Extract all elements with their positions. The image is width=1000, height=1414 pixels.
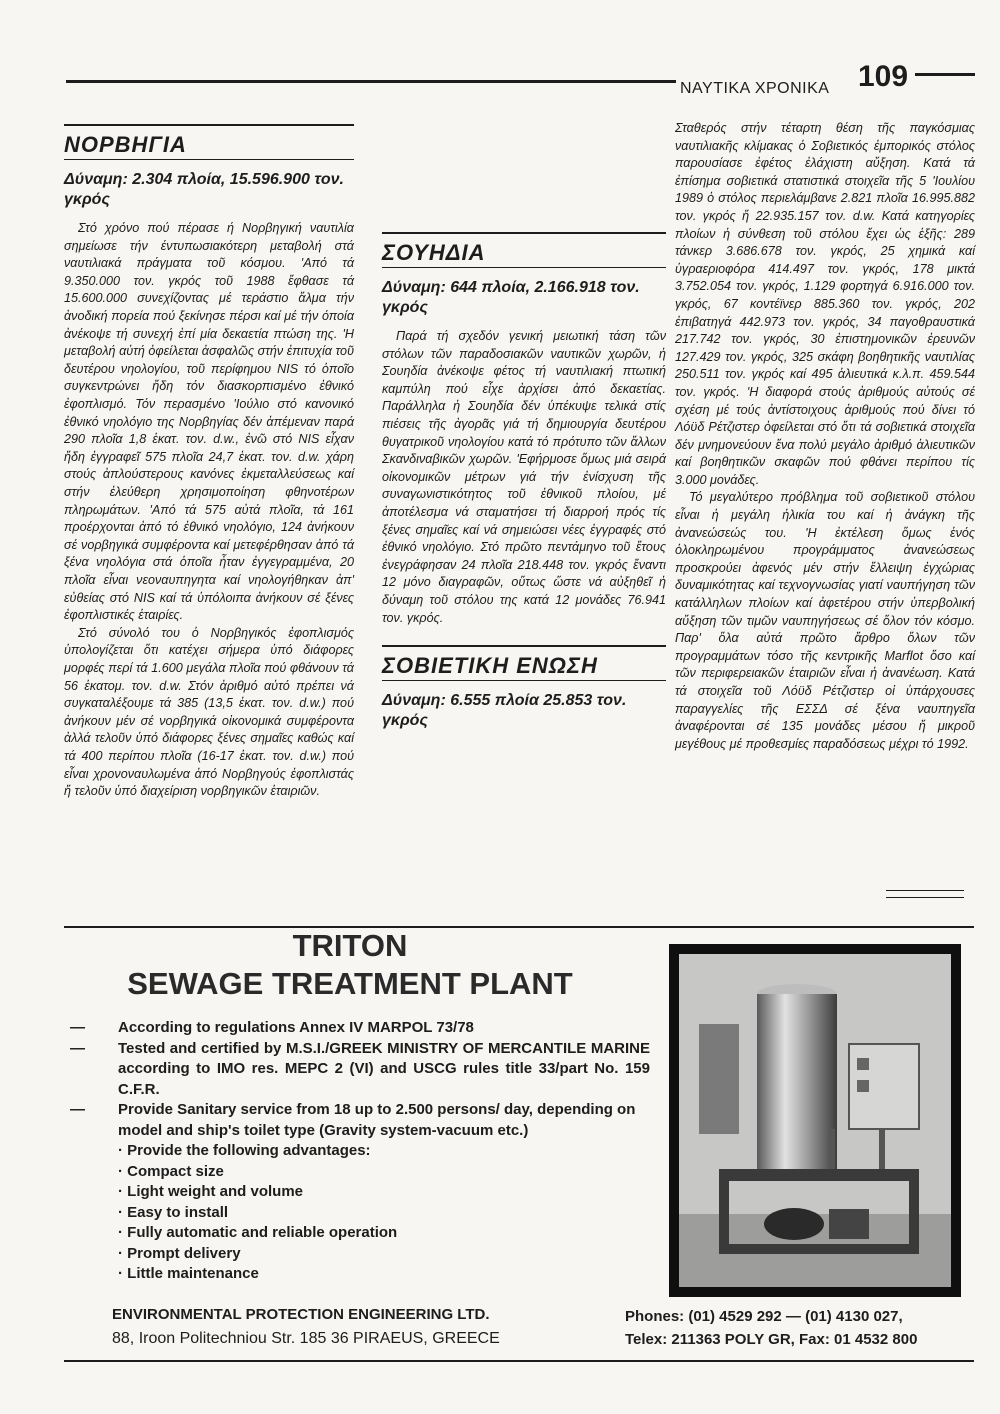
section-rule xyxy=(382,680,666,681)
product-photo xyxy=(669,944,961,1297)
section-rule xyxy=(382,267,666,268)
contact-telex-fax: Telex: 211363 POLY GR, Fax: 01 4532 800 xyxy=(625,1331,918,1348)
paragraph: Σταθερός στήν τέταρτη θέση τῆς παγκόσμιας ναυτιλιακῆς κλίμακας ὁ Σοβιετικός ἐμπορικός στόλος παρουσίασε ἐφέτος ἐλάχιστη αὔξηση. Κατά τά ἐπίσημα σοβιετικά στατιστικά στοιχεῖα τῆς 5 'Ιουλίου 1989 ὁ στόλος περιελάμβανε 2.821 πλοῖα 16.995.882 τον. γκρός ἤ 22.935.157 τον. d.w. Κατά κατηγορίες πλοίων ἡ σύνθεση τοῦ στόλου ἔχει ὡς ἑξῆς: 289 τάνκερ 3.686.678 τον. γκρός, 25 χημικά καί ὑγραεριοφόρα 414.497 τον. γκρός, 178 μικτά 3.752.054 τον. γκρός, 1.129 φορτηγά 6.916.000 τον. γκρός, 67 κοντέϊνερ 885.360 τον. γκρός, 202 ἐπιβατηγά 442.973 τον. γκρός, 34 παγοθραυστικά 217.742 τον. γκρός, 30 ἐπιστημονικῶν ἐρευνῶν 127.429 τον. γκρός, 325 σκάφη βοηθητικῆς ναυτιλίας 250.511 τον. γκρός καί 495 ἁλιευτικά κ.λ.π. 459.544 τον. γκρός. 'Η διαφορά στούς ἀριθμούς αὐτούς σέ σχέση μέ τούς ἀντίστοιχους ἀριθμούς πού δίνει τό Λόϋδ Ρέτζιστερ ὀφείλεται στό ὅτι τά σοβιετικά στοιχεῖα δέν μνημονεύουν ἕνα πολύ μεγάλο ἀριθμό ἁλιευτικῶν καί βοηθητικῶν σκαφῶν πού φθάνει περίπου τίς 3.000 μονάδες. xyxy=(675,121,975,487)
ad-title-triton: TRITON xyxy=(292,928,408,963)
section-rule xyxy=(382,645,666,647)
ad-advantage: · Light weight and volume xyxy=(118,1183,303,1200)
section-rule xyxy=(64,159,354,160)
company-name: ENVIRONMENTAL PROTECTION ENGINEERING LTD. xyxy=(112,1306,490,1323)
column-ussr-text xyxy=(675,120,975,753)
section-subtitle-sweden: Δύναμη: 644 πλοία, 2.166.918 τον. γκρός xyxy=(382,279,640,317)
dash-bullet: — xyxy=(70,1101,85,1118)
ad-advantage: · Easy to install xyxy=(118,1203,229,1221)
column-end-rule xyxy=(886,890,964,891)
dash-bullet: — xyxy=(70,1019,85,1036)
ad-item: — Tested and certified by M.S.I./GREEK MINISTRY OF MERCANTILE MARINE according to IMO res. MEPC 2 (VI) and USCG rules title 33/part No. 159 C.F.R. xyxy=(70,1039,650,1098)
magazine-name: ΝΑΥΤΙΚΑ ΧΡΟΝΙΚΑ xyxy=(680,80,830,97)
company-address: 88, Iroon Politechniou Str. 185 36 PIRAEUS, GREECE xyxy=(112,1330,500,1347)
section-title-sweden: ΣΟΥΗΔΙΑ xyxy=(382,239,486,265)
column-sweden-ussr xyxy=(382,120,666,741)
sewage-plant-illustration xyxy=(679,954,951,1287)
header-rule-right xyxy=(915,73,975,76)
ad-item: — Provide Sanitary service from 18 up to 2.500 persons/ day, depending on model and ship's toilet type (Gravity system-vacuum etc.) xyxy=(70,1101,636,1139)
section-rule xyxy=(382,232,666,234)
page-number: 109 xyxy=(858,60,909,93)
paragraph: Στό χρόνο πού πέρασε ή Νορβηγική ναυτιλία σημείωσε τήν έντυπωσιακότερη μεταβολή στά ναυτιλιακά πράγματα τοῦ κόσμου. 'Από τά 9.350.000 τον. γκρός τοῦ 1988 ἔφθασε τά 15.600.000 συνεχίζοντας μέ τεράστιο ἅλμα τήν ἀνοδική πορεία πού ξεκίνησε πέρσι καί μέ τήν όποία ἀνέκοψε τή συνεχή ἐπί μία δεκαετία πτώση της. 'Η μεταβολή αὐτή ὀφείλεται ἀσφαλῶς στήν ἐπιτυχία τοῦ δευτέρου νηολογίου, τοῦ περίφημου NIS τό ὁποῖο συγκεντρώνει ἤδη τόν διασκορπισμένο ἐθνικό ἐφοπλισμό. Τόν περασμένο 'Ιούλιο στό κανονικό ἐθνικό νηολόγιο της Νορβηγίας δέν ἀπέμεναν παρά 290 πλοῖα 1,8 ἑκατ. τον. d.w., ἐνῶ στό NIS εἶχαν ἤδη ἐγγραφεῖ 575 πλοῖα 24,7 ἑκατ. τον. d.w. χάρη στούς ἀπλούστερους κανόνες ἐκμεταλλεύσεως καί στήν ἐλεύθερη χρησιμοποίηση φθηνοτέρων πληρωμάτων. 'Από τά 575 αὐτά πλοῖα, τά 161 προέρχονται ἀπό τό ἐθνικό νηολόγιο, 124 ἀνήκουν σέ νορβηγικά συμφέροντα καί μετεφέρθησαν ἀπό τά ξένα νηολόγια στά ὁποῖα ἦταν ἐγγεγραμμένα, 20 πλοῖα εἶναι νεοναυπηγητα καί νηολογήθηκαν ἀπ' εὐθείας στό NIS καί τά ὑπόλοιπα ἀνήκουν σέ ξένες ἐφοπλιστικές ἑταιρίες. xyxy=(64,221,354,623)
ad-advantage: · Prompt delivery xyxy=(118,1244,241,1262)
contact-phones: Phones: (01) 4529 292 — (01) 4130 027, xyxy=(625,1308,903,1325)
section-subtitle-ussr: Δύναμη: 6.555 πλοία 25.853 τον. γκρός xyxy=(382,692,627,730)
ad-advantage: · Little maintenance xyxy=(118,1265,259,1282)
paragraph: Τό μεγαλύτερο πρόβλημα τοῦ σοβιετικοῦ στόλου εἶναι ἡ μεγάλη ἡλικία του καί ἡ ἀνάγκη τῆς ἀνανεώσεώς του. 'Η ἐκτέλεση ὅμως ἑνός ὁλοκληρωμένου προγράμματος ἀνανεώσεως προσκρούει ἀφενός μέν στήν ἔλλειψη ἐγχώριας δυναμικότητας καί τεχνογνωσίας γιατί ναυπήγηση τῶν κατάλληλων πλοίων καί ἀφετέρου στήν ὑπερβολική αὔξηση τῶν τιμῶν ναυπηγήσεως σέ ὅλον τόν κόσμο. Παρ' ὅλα αὐτά πρῶτο ἄρθρο ὅλων τῶν προγραμμάτων τόσο τῆς κεντρικῆς Marflot ὅσο καί τῶν περιφερειακῶν ἑταιριῶν εἶναι ἡ ἀνανέωση. Κατά τά στοιχεῖα τοῦ Λόϋδ Ρέτζιστερ οἱ ὑπάρχουσες παραγγελίες τῆς ΕΣΣΔ σέ ξένα ναυπηγεῖα ἀναφέρονται σέ 135 μονάδες μέσου ἤ μικροῦ μεγέθους μέ προθεσμίες παραδόσεως μέχρι τό 1992. xyxy=(675,490,975,751)
section-title-norway: ΝΟΡΒΗΓΙΑ xyxy=(64,131,187,157)
column-norway xyxy=(64,124,354,801)
ad-item: — According to regulations Annex IV MARPOL 73/78 xyxy=(70,1018,650,1039)
ad-advantage: · Compact size xyxy=(118,1162,224,1180)
section-title-ussr: ΣΟΒΙΕΤΙΚΗ ΕΝΩΣΗ xyxy=(382,652,598,678)
ad-advantage: · Fully automatic and reliable operation xyxy=(118,1224,398,1241)
ad-title-product: SEWAGE TREATMENT PLANT xyxy=(127,966,573,1001)
section-rule xyxy=(64,124,354,126)
ad-feature-list xyxy=(70,1018,650,1285)
ad-bottom-rule xyxy=(64,1360,974,1362)
ad-advantages-intro: · Provide the following advantages: xyxy=(118,1142,371,1159)
section-subtitle-norway: Δύναμη: 2.304 πλοία, 15.596.900 τον. γκρός xyxy=(64,171,344,209)
dash-bullet: — xyxy=(70,1039,85,1057)
paragraph: Στό σύνολό του ὁ Νορβηγικός ἐφοπλισμός ὑπολογίζεται ὅτι κατέχει σήμερα ὑπό διάφορες μορφές περί τά 1.600 μεγάλα πλοῖα πού φθάνουν τά 56 ἑκατομ. τον. d.w. Στόν ἀριθμό αὐτό πρέπει νά συγκαταλέξουμε τά 385 (13,5 ἑκατ. τον. d.w.) πού ἀνήκουν μέν σέ νορβηγικά οἰκονομικά συμφέροντα ἀλλά τελοῦν ὑπό διάφορες ξένες σημαῖες καθώς καί τά 400 περίπου πλοῖα (16-17 ἑκατ. τον. d.w.) πού εἶναι χρονοναυλωμένα ἀπό Νορβηγούς ἐφοπλιστάς ἤ τελοῦν ὑπό διαχείριση νορβηγικῶν ἑταιριῶν. xyxy=(64,625,354,799)
product-photo-image xyxy=(679,954,951,1287)
paragraph: Παρά τή σχεδόν γενική μειωτική τάση τῶν στόλων τῶν παραδοσιακῶν ναυτικῶν χωρῶν, ἡ Σουηδία ἀνέκοψε φέτος τή ναυτιλιακή πτωτική καμπύλη πού εἶχε ἀρχίσει ἀπό δεκαετίας. Παράλληλα ἡ Σουηδία δέν ὑπέκυψε τελικά στίς πιέσεις τῆς ἀγορᾶς γιά τή δημιουργία δευτέρου θυγατρικοῦ νηολογίου κατά τό πρότυπο τῶν ἄλλων Σκανδιναβικῶν χωρῶν. 'Εφήρμοσε ὅμως μιά σειρά οἰκονομικῶν μέτρων γιά τήν ἐνίσχυση τῆς συναγωνιστικότητος τοῦ ἐθνικοῦ πλοίου, μέ ἀποτέλεσμα νά σταματήσει τή διαρροή πρός τίς ξένες σημαῖες καί νά σημειώσει νέες ἐγγραφές στό ἐθνικό νηολόγιο. Στό πρῶτο πεντάμηνο τοῦ ἔτους ἐνεγράφησαν 24 πλοῖα 218.448 τον. γκρός ἔναντι 12 μόνο διαγραφῶν, οὕτως ὥστε νά αὐξηθεῖ ἡ δύναμη τοῦ στόλου της κατά 12 μονάδες 76.941 τον. γκρός. xyxy=(382,329,666,625)
column-end-rule xyxy=(886,897,964,898)
header-rule-left xyxy=(66,80,676,83)
